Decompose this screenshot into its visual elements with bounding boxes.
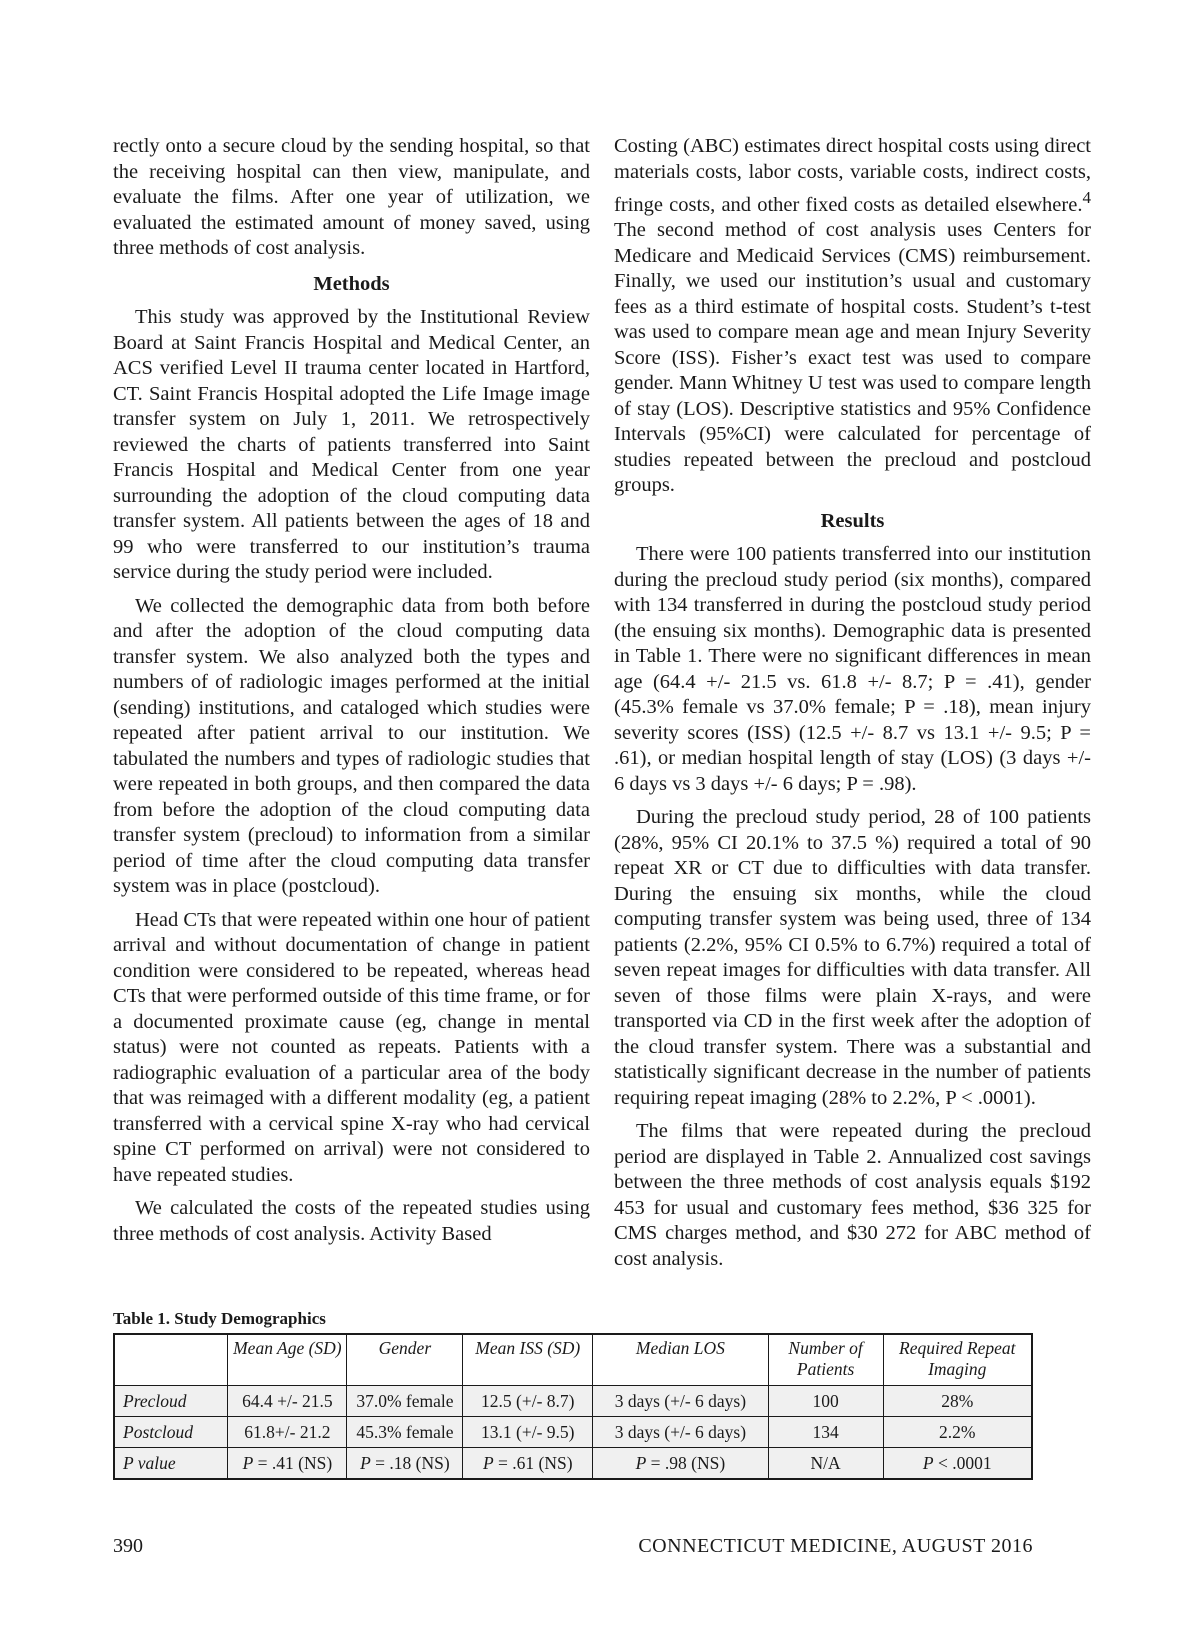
header-median-los: Median LOS [593,1334,769,1386]
methods-continuation-text-b: The second method of cost analysis uses Centers for Medicare and Medicaid Services (CMS) reimbursement. Finally, we used our institution’s usual and customary fees as a third estimate of hospital costs. Student’s t-test was used to compare mean age and mean Injury Severity Score (ISS). Fisher’s exact test was used to compare gender. Mann Whitney U test was used to compare length of stay (LOS). Descriptive statistics and 95% Confidence Intervals (95%CI) were calculated for percentage of studies repeated between the precloud and postcloud groups. [614,219,1091,497]
table-cell [463,1448,593,1480]
table-row-p-value [114,1448,1032,1480]
p-symbol: P [482,1452,494,1473]
methods-continuation [614,134,1091,499]
right-column [614,134,1091,1280]
p-value-text: = .61 (NS) [493,1452,573,1473]
row-label: Postcloud [114,1417,228,1448]
methods-continuation-text-a: Costing (ABC) estimates direct hospital costs using direct materials costs, labor costs, variable costs, indirect costs, fringe costs, and other fixed costs as detailed elsewhere. [614,135,1091,216]
table-cell [593,1448,769,1480]
p-symbol: P [922,1452,934,1473]
row-label: Precloud [114,1386,228,1417]
demographics-table [113,1333,1033,1480]
p-value-text: N/A [810,1452,841,1473]
results-heading: Results [820,509,885,532]
methods-paragraph-4: We calculated the costs of the repeated studies using three methods of cost analysis. Activity Based [113,1197,590,1245]
header-mean-iss: Mean ISS (SD) [463,1334,593,1386]
p-symbol: P [242,1452,254,1473]
table-cell [347,1448,463,1480]
table-row-precloud [114,1386,1032,1417]
table-cell: 64.4 +/- 21.5 [228,1386,347,1417]
table-header-row [114,1334,1032,1386]
row-label: P value [114,1448,228,1480]
table-cell: 12.5 (+/- 8.7) [463,1386,593,1417]
table-cell: 13.1 (+/- 9.5) [463,1417,593,1448]
table-1-caption: Table 1. Study Demographics [113,1309,326,1328]
header-mean-age: Mean Age (SD) [228,1334,347,1386]
header-cell-blank [114,1334,228,1386]
p-value-text: = .41 (NS) [253,1452,333,1473]
table-cell [768,1448,883,1480]
p-value-text: < .0001 [933,1452,992,1473]
table-cell [883,1448,1032,1480]
table-cell: 61.8+/- 21.2 [228,1417,347,1448]
table-cell: 37.0% female [347,1386,463,1417]
table-cell: 3 days (+/- 6 days) [593,1417,769,1448]
left-column [113,134,590,1255]
table-cell: 134 [768,1417,883,1448]
p-value-text: = .18 (NS) [370,1452,450,1473]
table-cell: 100 [768,1386,883,1417]
intro-paragraph: rectly onto a secure cloud by the sending hospital, so that the receiving hospital can then view, manipulate, and evaluate the films. After one year of utilization, we evaluated the estimated amount of money saved, using three methods of cost analysis. [113,135,590,259]
footnote-reference: 4 [1082,188,1091,207]
table-cell [228,1448,347,1480]
p-value-text: = .98 (NS) [646,1452,726,1473]
page-number: 390 [113,1535,143,1557]
table-cell: 45.3% female [347,1417,463,1448]
table-cell: 2.2% [883,1417,1032,1448]
p-symbol: P [360,1452,371,1473]
header-required-repeat-imaging: Required Repeat Imaging [883,1334,1032,1386]
methods-paragraph-2: We collected the demographic data from both before and after the adoption of the cloud computing data transfer system. We also analyzed both the types and numbers of of radiologic images performed at the initial (sending) institutions, and cataloged which studies were repeated after patient arrival to our institution. We tabulated the numbers and types of radiologic studies that were repeated in both groups, and then compared the data from before the adoption of the cloud computing data transfer system (precloud) to information from a similar period of time after the cloud computing data transfer system was in place (postcloud). [113,594,590,897]
results-paragraph-1: There were 100 patients transferred into our institution during the precloud study period (six months), compared with 134 transferred in during the postcloud study period (the ensuing six months). Demographic data is presented in Table 1. There were no significant differences in mean age (64.4 +/- 21.5 vs. 61.8 +/- 8.7; P = .41), gender (45.3% female vs 37.0% female; P = .18), mean injury severity scores (ISS) (12.5 +/- 8.7 vs 13.1 +/- 9.5; P = .61), or median hospital length of stay (LOS) (3 days +/- 6 days vs 3 days +/- 6 days; P = .98). [614,543,1091,795]
methods-paragraph-1: This study was approved by the Institutional Review Board at Saint Francis Hospital and Medical Center, an ACS verified Level II trauma center located in Hartford, CT. Saint Francis Hospital adopted the Life Image image transfer system on July 1, 2011. We retrospectively reviewed the charts of patients transferred into Saint Francis Hospital and Medical Center from one year surrounding the adoption of the cloud computing data transfer system. All patients between the ages of 18 and 99 who were transferred to our institution’s trauma service during the study period were included. [113,306,590,583]
results-paragraph-2: During the precloud study period, 28 of 100 patients (28%, 95% CI 20.1% to 37.5 %) required a total of 90 repeat XR or CT due to difficulties with data transfer. During the ensuing six months, while the cloud computing transfer system was being used, three of 134 patients (2.2%, 95% CI 0.5% to 6.7%) required a total of seven repeat images for difficulties with data transfer. All seven of those films were plain X-rays, and were transported via CD in the first week after the adoption of the cloud transfer system. There was a substantial and statistically significant decrease in the number of patients requiring repeat imaging (28% to 2.2%, P < .0001). [614,806,1091,1109]
journal-footer: CONNECTICUT MEDICINE, AUGUST 2016 [638,1535,1033,1557]
methods-paragraph-3: Head CTs that were repeated within one hour of patient arrival and without documentation of change in patient condition were considered to be repeated, whereas head CTs that were performed outside of this time frame, or for a documented proximate cause (eg, change in mental status) were not counted as repeats. Patients with a radiographic evaluation of a particular area of the body that was reimaged with a different modality (eg, a patient transferred with a cervical spine X-ray who had cervical spine CT performed on arrival) were not considered to have repeated studies. [113,908,590,1186]
results-paragraph-3: The films that were repeated during the precloud period are displayed in Table 2. Annualized cost savings between the three methods of cost analysis equals $192 453 for usual and customary fees method, $36 325 for CMS charges method, and $30 272 for ABC method of cost analysis. [614,1120,1091,1270]
table-cell: 3 days (+/- 6 days) [593,1386,769,1417]
table-cell: 28% [883,1386,1032,1417]
header-gender: Gender [347,1334,463,1386]
table-row-postcloud [114,1417,1032,1448]
p-symbol: P [635,1452,647,1473]
methods-heading: Methods [313,272,390,295]
header-number-of-patients: Number of Patients [768,1334,883,1386]
